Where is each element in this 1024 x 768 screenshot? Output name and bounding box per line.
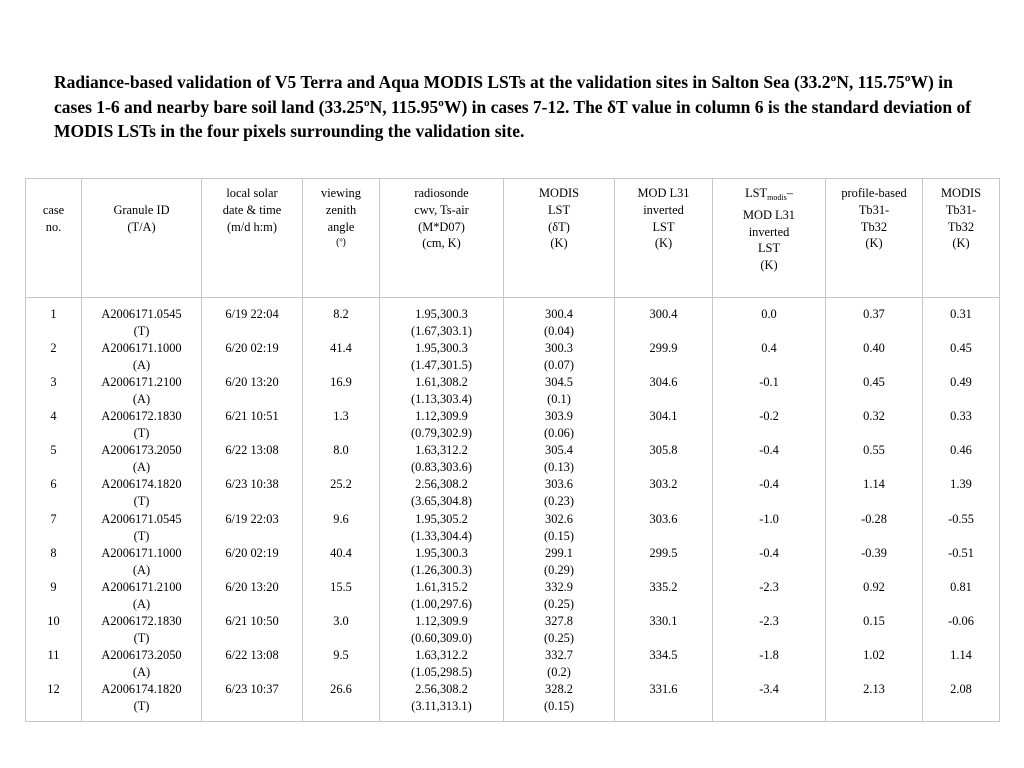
header-granule: Granule ID (T/A) [82,179,202,298]
cell-case-9: 9 [50,579,57,594]
col-case [26,298,82,722]
cell-profile-1: 0.37 [863,307,885,321]
cell-modistb-4: 0.33 [950,409,972,424]
cell-profile-11: 1.02 [863,647,885,662]
cell-modistb-12: 2.08 [950,682,972,697]
cell-granule-5: A2006173.2050 (A) [101,443,182,475]
cell-modistb-11: 1.14 [950,647,972,662]
cell-cwv-3: 1.61,308.2 (1.13,303.4) [411,375,472,407]
cell-l31-3: 304.6 [649,375,678,390]
cell-lst-9: 332.9 (0.25) [544,579,574,611]
header-row [26,179,1000,298]
cell-lst-12: 328.2 (0.15) [544,682,574,714]
cell-modistb-7: -0.55 [948,511,974,526]
cell-case-10: 10 [47,613,60,628]
cell-modistb-5: 0.46 [950,443,972,458]
cell-l31-1: 300.4 [649,307,678,321]
cell-lst-4: 303.9 (0.06) [544,409,574,441]
cell-case-11: 11 [47,647,60,662]
cell-granule-10: A2006172.1830 (T) [101,613,182,645]
cell-profile-8: -0.39 [861,545,887,560]
cell-case-7: 7 [50,511,57,526]
header-modis-tb: MODIS Tb31- Tb32 (K) [923,179,1000,298]
cell-granule-9: A2006171.2100 (A) [101,579,182,611]
cell-l31-5: 305.8 [649,443,678,458]
cell-cwv-12: 2.56,308.2 (3.11,313.1) [411,682,472,714]
cell-cwv-1: 1.95,300.3 (1.67,303.1) [411,307,472,338]
cell-datetime-11: 6/22 13:08 [225,647,279,662]
col-mod-l31 [615,298,713,722]
cell-diff-11: -1.8 [759,647,779,662]
cell-profile-9: 0.92 [863,579,885,594]
cell-case-3: 3 [50,375,57,390]
cell-l31-11: 334.5 [649,647,678,662]
cell-diff-12: -3.4 [759,682,779,697]
cell-modistb-8: -0.51 [948,545,974,560]
header-mod-l31: MOD L31 inverted LST (K) [615,179,713,298]
cell-profile-6: 1.14 [863,477,885,492]
cell-granule-6: A2006174.1820 (T) [101,477,182,509]
cell-diff-5: -0.4 [759,443,779,458]
cell-angle-10: 3.0 [333,613,349,628]
col-radiosonde [380,298,504,722]
cell-diff-6: -0.4 [759,477,779,492]
cell-cwv-8: 1.95,300.3 (1.26,300.3) [411,545,472,577]
cell-cwv-2: 1.95,300.3 (1.47,301.5) [411,341,472,373]
cell-cwv-5: 1.63,312.2 (0.83,303.6) [411,443,472,475]
cell-case-1: 1 [50,307,57,321]
header-profile-tb: profile-based Tb31- Tb32 (K) [826,179,923,298]
header-case: case no. [26,179,82,298]
cell-granule-12: A2006174.1820 (T) [101,682,182,714]
cell-profile-12: 2.13 [863,682,885,697]
cell-case-12: 12 [47,682,60,697]
cell-modistb-1: 0.31 [950,307,972,321]
cell-angle-9: 15.5 [330,579,352,594]
header-datetime: local solar date & time (m/d h:m) [202,179,303,298]
cell-granule-11: A2006173.2050 (A) [101,647,182,679]
table-caption: Radiance-based validation of V5 Terra and Aqua MODIS LSTs at the validation sites in Salton Sea (33.2ºN, 115.75ºW) in cases 1-6 and nearby bare soil land (33.25ºN, 115.95ºW) in cases 7-12. The δT value in column 6 is the standard deviation of MODIS LSTs in the four pixels surrounding the validation site. [54,72,972,141]
cell-angle-6: 25.2 [330,477,352,492]
col-profile-tb [826,298,923,722]
cell-case-8: 8 [50,545,57,560]
cell-angle-3: 16.9 [330,375,352,390]
cell-lst-5: 305.4 (0.13) [544,443,574,475]
cell-datetime-6: 6/23 10:38 [225,477,279,492]
cell-profile-4: 0.32 [863,409,885,424]
cell-lst-11: 332.7 (0.2) [545,647,573,679]
col-datetime [202,298,303,722]
cell-lst-7: 302.6 (0.15) [544,511,574,543]
cell-diff-1: 0.0 [761,307,777,321]
cell-granule-4: A2006172.1830 (T) [101,409,182,441]
cell-lst-3: 304.5 (0.1) [545,375,573,407]
cell-granule-3: A2006171.2100 (A) [101,375,182,407]
data-body [26,298,1000,722]
cell-datetime-12: 6/23 10:37 [225,682,279,697]
cell-modistb-9: 0.81 [950,579,972,594]
cell-angle-1: 8.2 [333,307,349,321]
cell-angle-7: 9.6 [333,511,349,526]
cell-angle-5: 8.0 [333,443,349,458]
cell-lst-10: 327.8 (0.25) [544,613,574,645]
cell-l31-2: 299.9 [649,341,678,356]
cell-angle-11: 9.5 [333,647,349,662]
cell-datetime-7: 6/19 22:03 [225,511,279,526]
cell-lst-8: 299.1 (0.29) [544,545,574,577]
cell-datetime-8: 6/20 02:19 [225,545,279,560]
cell-modistb-2: 0.45 [950,341,972,356]
validation-table [25,178,1000,722]
cell-granule-8: A2006171.1000 (A) [101,545,182,577]
cell-diff-3: -0.1 [759,375,779,390]
cell-datetime-2: 6/20 02:19 [225,341,279,356]
cell-cwv-11: 1.63,312.2 (1.05,298.5) [411,647,472,679]
cell-profile-5: 0.55 [863,443,885,458]
cell-diff-7: -1.0 [759,511,779,526]
cell-l31-12: 331.6 [649,682,678,697]
cell-profile-2: 0.40 [863,341,885,356]
col-granule [82,298,202,722]
cell-case-5: 5 [50,443,57,458]
cell-modistb-10: -0.06 [948,613,974,628]
cell-datetime-5: 6/22 13:08 [225,443,279,458]
col-modis-lst [504,298,615,722]
cell-datetime-9: 6/20 13:20 [225,579,279,594]
cell-profile-3: 0.45 [863,375,885,390]
cell-angle-8: 40.4 [330,545,352,560]
header-lst-diff: $LST_{modis}-$ MOD L31 inverted LST (K) [713,179,826,298]
header-radiosonde: radiosonde cwv, Ts-air (M*D07) (cm, K) [380,179,504,298]
cell-modistb-3: 0.49 [950,375,972,390]
cell-l31-10: 330.1 [649,613,678,628]
cell-cwv-10: 1.12,309.9 (0.60,309.0) [411,613,472,645]
cell-l31-4: 304.1 [649,409,678,424]
cell-l31-6: 303.2 [649,477,678,492]
cell-lst-2: 300.3 (0.07) [544,341,574,373]
cell-case-6: 6 [50,477,57,492]
header-viewing-angle: viewing zenith angle (º) [303,179,380,298]
cell-datetime-10: 6/21 10:50 [225,613,279,628]
cell-angle-4: 1.3 [333,409,349,424]
cell-l31-8: 299.5 [649,545,678,560]
cell-diff-2: 0.4 [761,341,777,356]
cell-cwv-9: 1.61,315.2 (1.00,297.6) [411,579,472,611]
cell-granule-1: A2006171.0545 (T) [101,307,182,338]
cell-l31-9: 335.2 [649,579,678,594]
cell-cwv-7: 1.95,305.2 (1.33,304.4) [411,511,472,543]
cell-angle-12: 26.6 [330,682,352,697]
cell-angle-2: 41.4 [330,341,352,356]
cell-cwv-4: 1.12,309.9 (0.79,302.9) [411,409,472,441]
cell-profile-10: 0.15 [863,613,885,628]
cell-diff-8: -0.4 [759,545,779,560]
cell-cwv-6: 2.56,308.2 (3.65,304.8) [411,477,472,509]
cell-granule-2: A2006171.1000 (A) [101,341,182,373]
cell-datetime-4: 6/21 10:51 [225,409,279,424]
cell-lst-1: 300.4 (0.04) [544,307,574,338]
cell-datetime-1: 6/19 22:04 [225,307,279,321]
cell-profile-7: -0.28 [861,511,887,526]
cell-lst-6: 303.6 (0.23) [544,477,574,509]
cell-diff-10: -2.3 [759,613,779,628]
col-lst-diff [713,298,826,722]
header-modis-lst: MODIS LST (δT) (K) [504,179,615,298]
cell-case-4: 4 [50,409,57,424]
col-modis-tb [923,298,1000,722]
cell-l31-7: 303.6 [649,511,678,526]
col-angle [303,298,380,722]
cell-diff-4: -0.2 [759,409,779,424]
cell-granule-7: A2006171.0545 (T) [101,511,182,543]
cell-datetime-3: 6/20 13:20 [225,375,279,390]
cell-case-2: 2 [50,341,57,356]
cell-modistb-6: 1.39 [950,477,972,492]
cell-diff-9: -2.3 [759,579,779,594]
